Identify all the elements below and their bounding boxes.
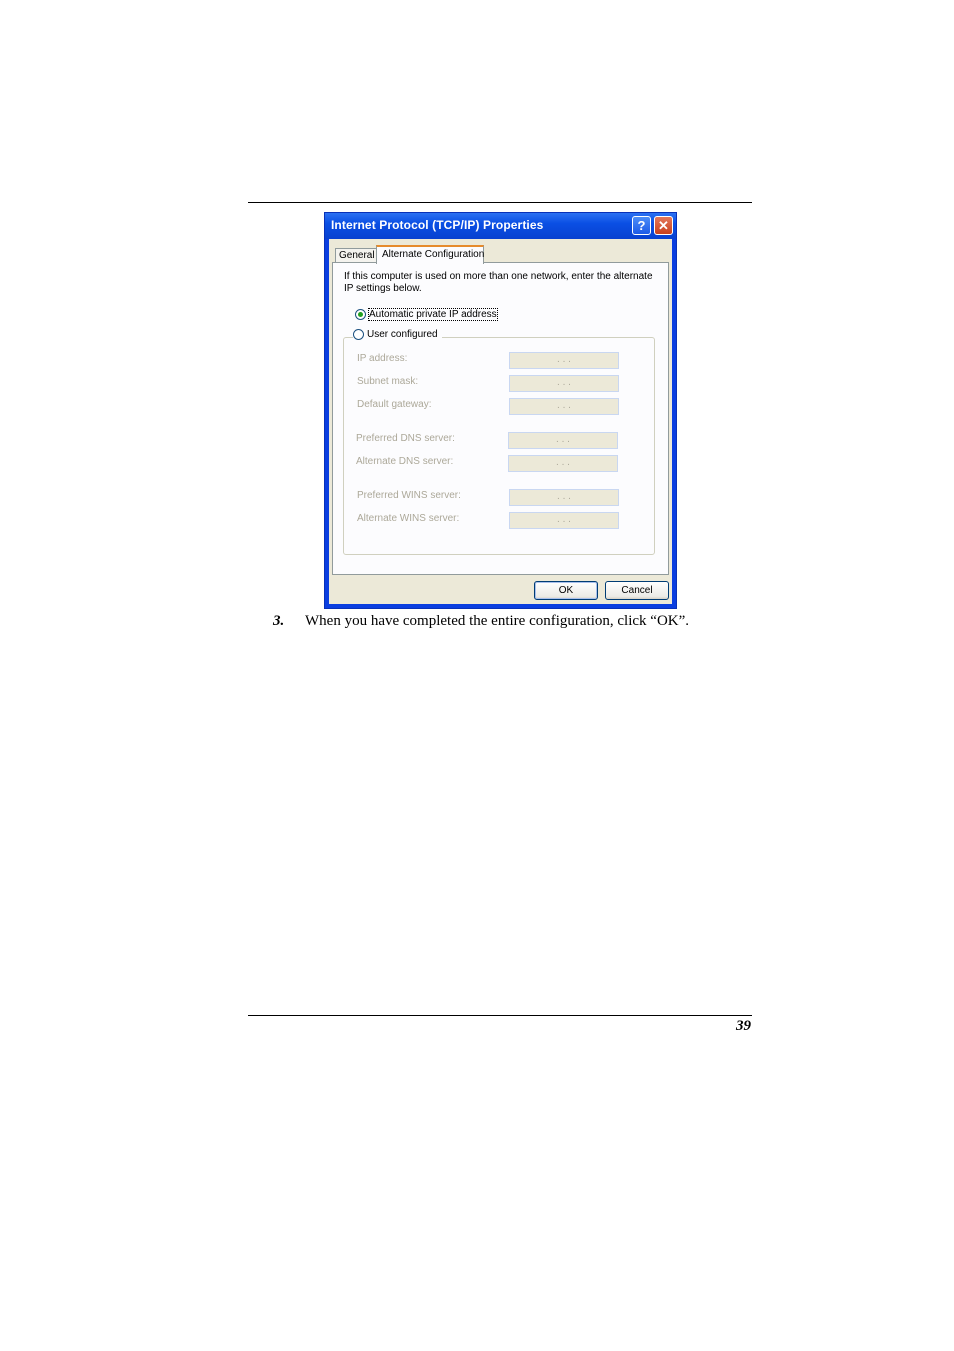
cancel-button[interactable]: Cancel — [605, 581, 669, 600]
user-configured-option[interactable] — [353, 329, 442, 340]
tab-alternate-configuration[interactable]: Alternate Configuration — [376, 245, 484, 264]
alternate-dns-label: Alternate DNS server: — [356, 456, 454, 467]
alternate-wins-label: Alternate WINS server: — [357, 513, 460, 524]
preferred-wins-field: . . . — [509, 489, 619, 506]
alternate-wins-field: . . . — [509, 512, 619, 529]
preferred-dns-label: Preferred DNS server: — [356, 433, 455, 444]
subnet-mask-label: Subnet mask: — [357, 376, 419, 387]
default-gateway-field: . . . — [509, 398, 619, 415]
dialog-title: Internet Protocol (TCP/IP) Properties — [331, 218, 544, 232]
ip-address-label: IP address: — [357, 353, 408, 364]
automatic-private-ip-option[interactable] — [355, 309, 497, 320]
tab-general[interactable]: General — [335, 248, 377, 263]
automatic-label: Automatic private IP address — [369, 309, 497, 320]
preferred-wins-label: Preferred WINS server: — [357, 490, 461, 501]
automatic-radio[interactable] — [355, 309, 366, 320]
step-text: When you have completed the entire configuration, click “OK”. — [305, 613, 690, 629]
title-bar[interactable] — [325, 213, 676, 239]
preferred-dns-field: . . . — [508, 432, 618, 449]
dialog-body — [329, 239, 672, 604]
tcpip-properties-dialog — [324, 212, 677, 609]
user-configured-label: User configured — [367, 329, 438, 340]
default-gateway-label: Default gateway: — [357, 399, 432, 410]
alternate-dns-field: . . . — [508, 455, 618, 472]
instruction-step — [273, 613, 689, 630]
user-configured-radio[interactable] — [353, 329, 364, 340]
description-text: If this computer is used on more than one network, enter the alternate IP settings below. — [344, 271, 653, 294]
page-number: 39 — [736, 1018, 751, 1034]
ok-button[interactable]: OK — [534, 581, 598, 600]
user-configured-group — [343, 337, 655, 555]
footer-rule — [248, 1015, 752, 1016]
subnet-mask-field: . . . — [509, 375, 619, 392]
step-number: 3. — [273, 613, 285, 629]
tab-panel — [332, 262, 669, 575]
help-icon[interactable]: ? — [632, 216, 651, 235]
close-icon[interactable]: ✕ — [654, 216, 673, 235]
ip-address-field: . . . — [509, 352, 619, 369]
header-rule — [248, 202, 752, 203]
